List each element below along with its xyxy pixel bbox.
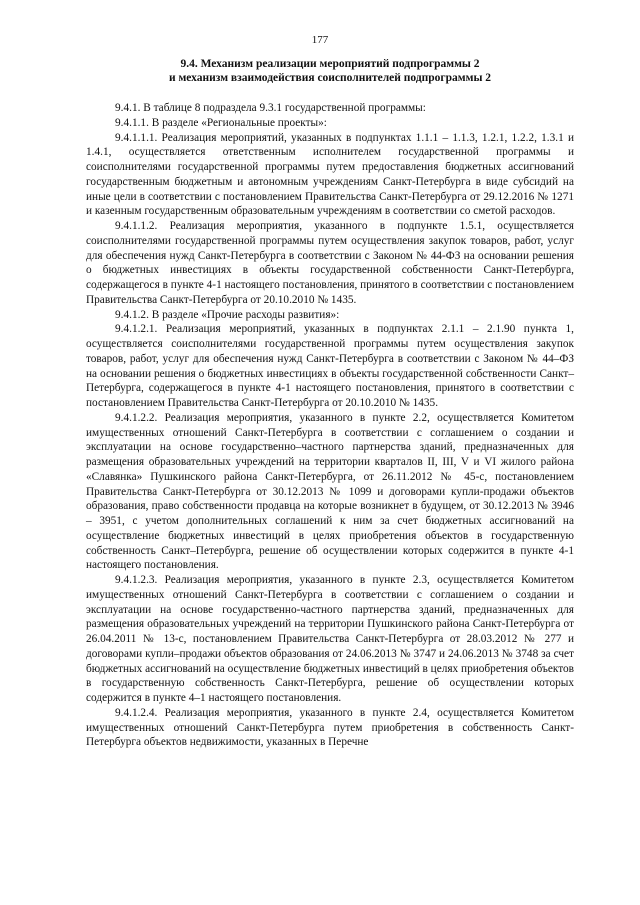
section-title-line-2: и механизм взаимодействия соисполнителей подпрограммы 2: [168, 72, 492, 84]
page-number: 177: [311, 34, 329, 46]
paragraph: 9.4.1.2.4. Реализация мероприятия, указанного в пункте 2.4, осуществляется Комитетом имущественных отношений Санкт-Петербурга путем приобретения в собственность Санкт-Петербурга объектов недвижимости, указанных в Перечне: [86, 706, 574, 749]
paragraph: 9.4.1.2.1. Реализация мероприятий, указанных в подпунктах 2.1.1 – 2.1.90 пункта 1, осуществляется соисполнителями государственной программы путем осуществления закупок товаров, работ, услуг для обеспечения нужд Санкт-Петербурга в соответствии с Законом № 44–ФЗ на основании решения о бюджетных инвестициях в объекты государственной собственности Санкт–Петербурга, содержащегося в пункте 4-1 настоящего постановления, принятого в соответствии с постановлением Правительства Санкт-Петербурга от 20.10.2010 № 1435.: [86, 323, 574, 409]
paragraph: 9.4.1.2.3. Реализация мероприятия, указанного в пункте 2.3, осуществляется Комитетом имущественных отношений Санкт-Петербурга в соответствии с соглашением о создании и эксплуатации на основе государственно-частного партнерства зданий, предназначенных для размещения образовательных учреждений на территории Пушкинского района Санкт-Петербурга от 26.04.2011 № 13-с, постановлением Правительства Санкт-Петербурга от 28.03.2012 № 277 и договорами купли–продажи объектов образования от 24.06.2013 № 3747 и 24.06.2013 № 3748 за счет бюджетных ассигнований на осуществление бюджетных инвестиций в целях приобретения объектов в государственную собственность Санкт-Петербурга, решение об осуществлении которых содержится в пункте 4–1 настоящего постановления.: [86, 574, 574, 704]
section-title-line-1: 9.4. Механизм реализации мероприятий подпрограммы 2: [180, 58, 480, 70]
paragraph: 9.4.1.1.1. Реализация мероприятий, указанных в подпунктах 1.1.1 – 1.1.3, 1.2.1, 1.2.2, 1.3.1 и 1.4.1, осуществляется ответственным исполнителем государственной программы и соисполнителями государственной программы путем предоставления бюджетных ассигнований государственным бюджетным и автономным учреждениям Санкт-Петербурга в виде субсидий на иные цели в соответствии с постановлением Правительства Санкт-Петербурга от 29.12.2016 № 1271 и казенным государственным образовательным учреждениям в соответствии со сметой расходов.: [86, 131, 574, 218]
document-body: [86, 101, 574, 750]
paragraph: 9.4.1.2.2. Реализация мероприятия, указанного в пункте 2.2, осуществляется Комитетом имущественных отношений Санкт-Петербурга в соответствии с соглашением о создании и эксплуатации на основе государственно–частного партнерства зданий, предназначенных для размещения образовательных учреждений на территории кварталов II, III, V и VI жилого района «Славянка» Пушкинского района Санкт-Петербурга, от 26.11.2012 № 45-с, постановлением Правительства Санкт-Петербурга от 30.12.2013 № 1099 и договорами купли-продажи объектов образования, право собственности продавца на которые возникнет в будущем, от 30.12.2013 № 3946 – 3951, с учетом дополнительных соглашений к ним за счет бюджетных ассигнований на осуществление бюджетных инвестиций в целях приобретения объектов в государственную собственность Санкт–Петербурга, решение об осуществлении которых содержится в пункте 4-1 настоящего постановления.: [86, 411, 574, 572]
section-title: [80, 57, 580, 85]
paragraph: 9.4.1. В таблице 8 подраздела 9.3.1 государственной программы:: [115, 102, 426, 114]
paragraph: 9.4.1.1. В разделе «Региональные проекты»:: [115, 116, 327, 129]
paragraph: 9.4.1.1.2. Реализация мероприятия, указанного в подпункте 1.5.1, осуществляется соисполнителями государственной программы путем осуществления закупок товаров, работ, услуг для обеспечения нужд Санкт-Петербурга в соответствии с Законом № 44-ФЗ на основании решения о бюджетных инвестициях в объекты государственной собственности Санкт-Петербурга, содержащегося в пункте 4-1 настоящего постановления, принятого в соответствии с постановлением Правительства Санкт-Петербурга от 20.10.2010 № 1435.: [86, 220, 574, 306]
paragraph: 9.4.1.2. В разделе «Прочие расходы развития»:: [115, 308, 340, 321]
